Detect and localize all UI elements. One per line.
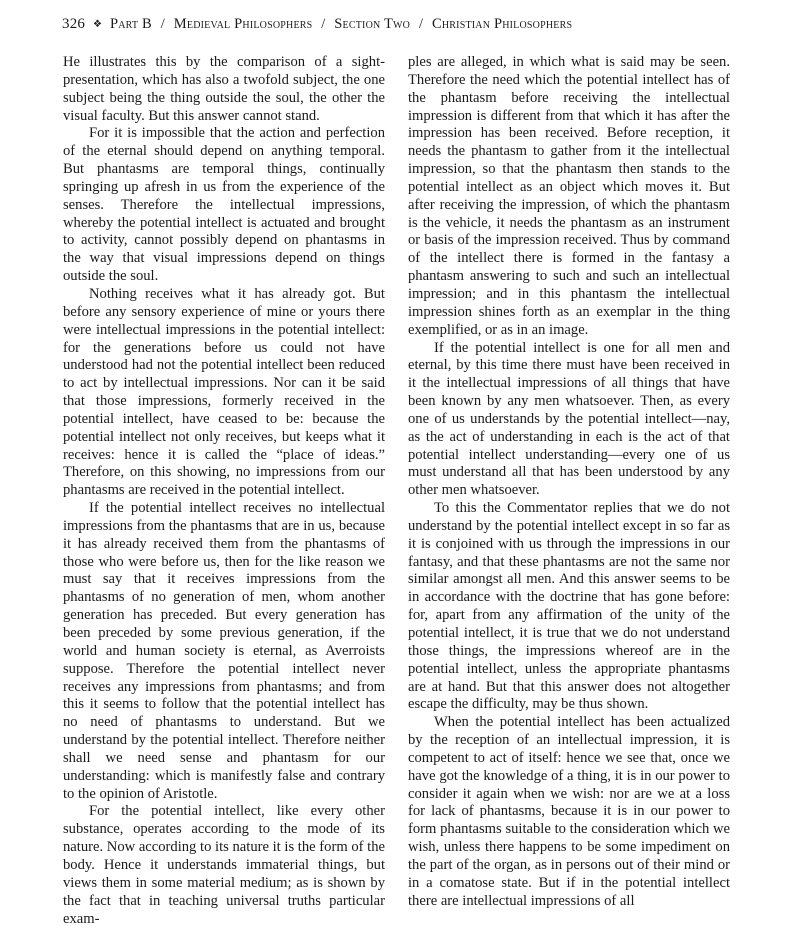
paragraph: When the potential intellect has been actualized by the reception of an intellectual impression, it is competent to act of itself: hence we see that, once we have got the knowledge of a thing, it is in our power to consider it again when we wish: nor are we at a loss for lack of phantasms, because it is in our power to form phantasms suitable to the consideration which we wish, unless there happens to be some impediment on the part of the organ, as in persons out of their mind or in a comatose state. But if in the potential intellect there are intellectual impressions of all — [408, 714, 730, 909]
page-number: 326 — [62, 16, 86, 32]
header-separator: / — [321, 16, 326, 32]
header-separator: / — [160, 16, 165, 32]
paragraph: For it is impossible that the action and perfection of the eternal should depend on anything temporal. But phantasms are temporal things, continually springing up afresh in us from the experience of the senses. Therefore the intellectual impressions, whereby the potential intellect is actuated and brought to activity, cannot possibly depend on phantasms in the way that visual impressions depend on things outside the soul. — [63, 125, 385, 285]
left-column — [63, 54, 385, 928]
header-chapter: Christian Philosophers — [432, 16, 573, 32]
paragraph: To this the Commentator replies that we do not understand by the potential intellect except in so far as it is conjoined with us through the impressions in our fantasy, and that these phantasms are not the same nor similar amongst all men. And this answer seems to be in accordance with the doctrine that has gone before: for, apart from any affirmation of the unity of the potential intellect, it is true that we do not understand those things, the impressions whereof are in the potential intellect, unless the appropriate phantasms are at hand. But that this answer does not altogether escape the difficulty, may be thus shown. — [408, 500, 730, 713]
diamond-ornament-icon: ❖ — [92, 19, 103, 30]
paragraph: Nothing receives what it has already got. But before any sensory experience of mine or yours there were intellectual impressions in the potential intellect: for the generations before us could not have understood had not the potential intellect been reduced to act by intellectual impressions. Nor can it be said that those impressions, formerly received in the potential intellect, have ceased to be: because the potential intellect not only receives, but keeps what it receives: hence it is called the “place of ideas.” Therefore, on this showing, no impressions from our phantasms are received in the potential intellect. — [63, 285, 385, 499]
header-separator: / — [418, 16, 424, 32]
paragraph: For the potential intellect, like every other substance, operates according to the mode of its nature. Now according to its nature it is the form of the body. Hence it understands immaterial things, but views them in some material medium; as is shown by the fact that in teaching universal truths particular exam- — [63, 803, 385, 927]
header-part: Part B — [109, 16, 152, 32]
header-section: Section Two — [334, 16, 411, 32]
paragraph: If the potential intellect is one for all men and eternal, by this time there must have been received in it the intellectual impressions of all things that have been known by any men whatsoever. Then, as every one of us understands by the potential intellect—nay, as the act of understanding in each is the act of that potential intellect understanding—every one of us must understand all that has been understood by any other men whatsoever. — [408, 339, 730, 499]
paragraph: He illustrates this by the comparison of a sight-presentation, which has also a twofold subject, the one subject being the thing outside the soul, the other the visual faculty. But this answer cannot stand. — [63, 54, 385, 124]
right-column — [408, 54, 730, 911]
paragraph: ples are alleged, in which what is said may be seen. Therefore the need which the potential intellect has of the phantasm before receiving the intellectual impression is different from that which it has after the impression has been received. Before reception, it needs the phantasm to gather from it the intellectual impression, so that the phantasm then stands to the potential intellect as an object which moves it. But after receiving the impression, of which the phantasm is the vehicle, it needs the phantasm as an instrument or basis of the impression received. Thus by command of the intellect there is formed in the fantasy a phantasm answering to such and such an intellectual impression; and in this phantasm the intellectual impression shines forth as an exemplar in the thing exemplified, or as in an image. — [408, 54, 730, 338]
running-header — [62, 16, 734, 38]
header-section-group: Medieval Philosophers — [173, 16, 313, 32]
paragraph: If the potential intellect receives no intellectual impressions from the phantasms that are in us, because it has already received them from the phantasms of those who were before us, then for the like reason we must say that it receives impressions from the phantasms of no generation of men, whom another generation has preceded. But every generation has been preceded by some previous generation, if the world and human society is eternal, as Averroists suppose. Therefore the potential intellect never receives any impressions from phantasms; and from this it seems to follow that the potential intellect has no need of phantasms to understand. But we understand by the potential intellect. Therefore neither shall we need sense and phantasm for our understanding: which is manifestly false and contrary to the opinion of Aristotle. — [63, 500, 385, 802]
